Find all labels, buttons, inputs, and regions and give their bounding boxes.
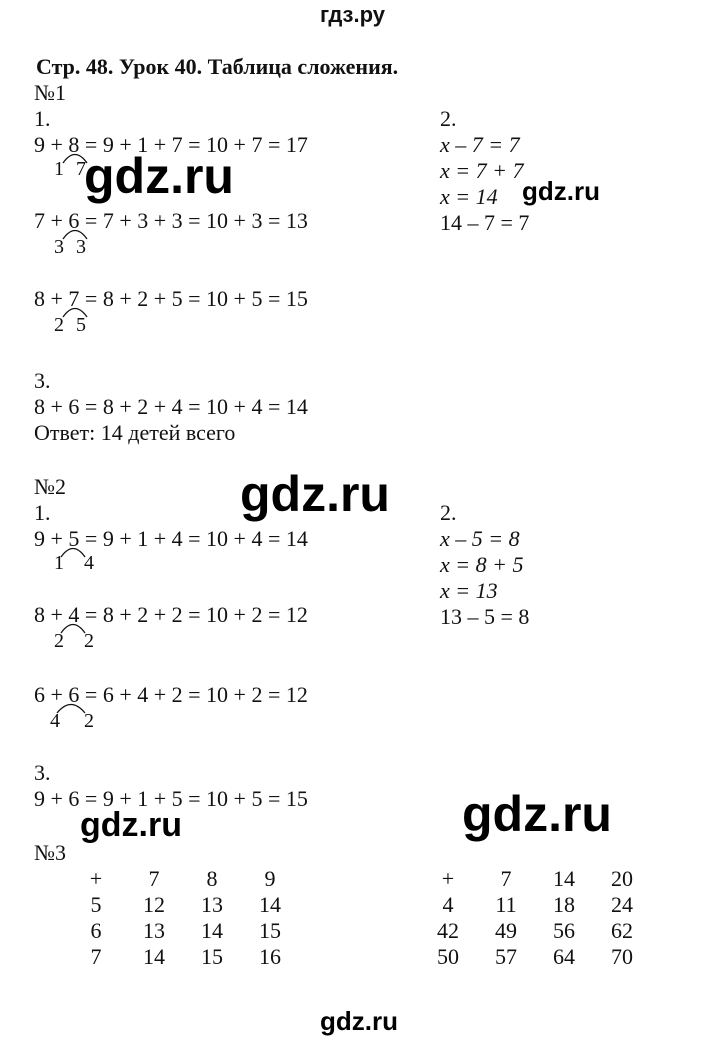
ex3-label: №3 — [34, 840, 66, 865]
table2-cell: 56 — [553, 918, 575, 943]
ex1-split-2a: 3 — [54, 236, 64, 258]
table2-cell: 50 — [437, 944, 459, 969]
table2-cell: 42 — [437, 918, 459, 943]
ex2-eq-4: 13 – 5 = 8 — [440, 604, 530, 629]
table2-cell: 62 — [611, 918, 633, 943]
ex1-answer: Ответ: 14 детей всего — [34, 420, 236, 445]
ex2-label: №2 — [34, 474, 66, 499]
table2-cell: 57 — [495, 944, 517, 969]
ex2-split-3a: 4 — [50, 710, 60, 732]
ex2-split-1b: 4 — [84, 552, 94, 574]
ex2-part2-label: 2. — [440, 500, 457, 525]
ex1-line-3: 8 + 7 = 8 + 2 + 5 = 10 + 5 = 15 — [34, 286, 308, 311]
table1-cell: 9 — [264, 866, 276, 891]
ex2-line-2: 8 + 4 = 8 + 2 + 2 = 10 + 2 = 12 — [34, 602, 308, 627]
ex2-split-2b: 2 — [84, 630, 94, 652]
table2-cell: 4 — [442, 892, 454, 917]
ex1-part2-label: 2. — [440, 106, 457, 131]
ex1-line-2: 7 + 6 = 7 + 3 + 3 = 10 + 3 = 13 — [34, 208, 308, 233]
table2-cell: 20 — [611, 866, 633, 891]
watermark: gdz.ru — [462, 786, 612, 842]
table2-cell: 11 — [495, 892, 517, 917]
ex2-eq-2: x = 8 + 5 — [440, 552, 524, 577]
table2-cell: 7 — [500, 866, 512, 891]
table2-cell: 49 — [495, 918, 517, 943]
table1-cell: 13 — [201, 892, 223, 917]
ex1-split-3a: 2 — [54, 314, 64, 336]
watermark: gdz.ru — [240, 466, 390, 522]
table1-cell: 5 — [90, 892, 102, 917]
ex1-eq-2: x = 7 + 7 — [440, 158, 524, 183]
table1-cell: 13 — [143, 918, 165, 943]
ex1-part3-label: 3. — [34, 368, 51, 393]
ex1-line-1: 9 + 8 = 9 + 1 + 7 = 10 + 7 = 17 — [34, 132, 308, 157]
table1-cell: 7 — [90, 944, 102, 969]
watermark: gdz.ru — [84, 148, 234, 204]
ex1-eq-4: 14 – 7 = 7 — [440, 210, 530, 235]
ex1-eq-1: x – 7 = 7 — [440, 132, 520, 157]
table1-cell: 14 — [143, 944, 165, 969]
watermark: gdz.ru — [522, 176, 600, 206]
table2-cell: 14 — [553, 866, 575, 891]
ex2-line-1: 9 + 5 = 9 + 1 + 4 = 10 + 4 = 14 — [34, 526, 308, 551]
ex1-part1-label: 1. — [34, 106, 51, 131]
table2-cell: 64 — [553, 944, 575, 969]
ex1-split-2b: 3 — [76, 236, 86, 258]
table1-cell: 14 — [201, 918, 223, 943]
ex1-split-3b: 5 — [76, 314, 86, 336]
table2-cell: 18 — [553, 892, 575, 917]
table1-cell: 15 — [201, 944, 223, 969]
ex2-part1-label: 1. — [34, 500, 51, 525]
table1-cell: 12 — [143, 892, 165, 917]
table1-cell: 7 — [148, 866, 160, 891]
table1-cell: 14 — [259, 892, 281, 917]
ex1-label: №1 — [34, 80, 66, 105]
ex1-part3-line: 8 + 6 = 8 + 2 + 4 = 10 + 4 = 14 — [34, 394, 308, 419]
table1-cell: 16 — [259, 944, 281, 969]
ex2-line-3: 6 + 6 = 6 + 4 + 2 = 10 + 2 = 12 — [34, 682, 308, 707]
table1-cell: 15 — [259, 918, 281, 943]
site-header: гдз.ру — [320, 2, 385, 27]
ex2-split-1a: 1 — [54, 552, 64, 574]
table2-cell: 24 — [611, 892, 633, 917]
ex2-eq-1: x – 5 = 8 — [440, 526, 520, 551]
watermark: gdz.ru — [80, 806, 182, 844]
page-title: Стр. 48. Урок 40. Таблица сложения. — [36, 54, 399, 79]
table1-cell: + — [89, 866, 103, 891]
ex2-split-3b: 2 — [84, 710, 94, 732]
ex1-split-1b: 7 — [76, 158, 86, 180]
ex2-part3-line: 9 + 6 = 9 + 1 + 5 = 10 + 5 = 15 — [34, 786, 308, 811]
ex1-eq-3: x = 14 — [440, 184, 498, 209]
table2-cell: 70 — [611, 944, 633, 969]
table2-cell: + — [441, 866, 455, 891]
watermark: gdz.ru — [320, 1006, 398, 1036]
table1-cell: 6 — [90, 918, 102, 943]
ex2-split-2a: 2 — [54, 630, 64, 652]
table1-cell: 8 — [206, 866, 218, 891]
ex2-part3-label: 3. — [34, 760, 51, 785]
ex2-eq-3: x = 13 — [440, 578, 498, 603]
ex1-split-1a: 1 — [54, 158, 64, 180]
